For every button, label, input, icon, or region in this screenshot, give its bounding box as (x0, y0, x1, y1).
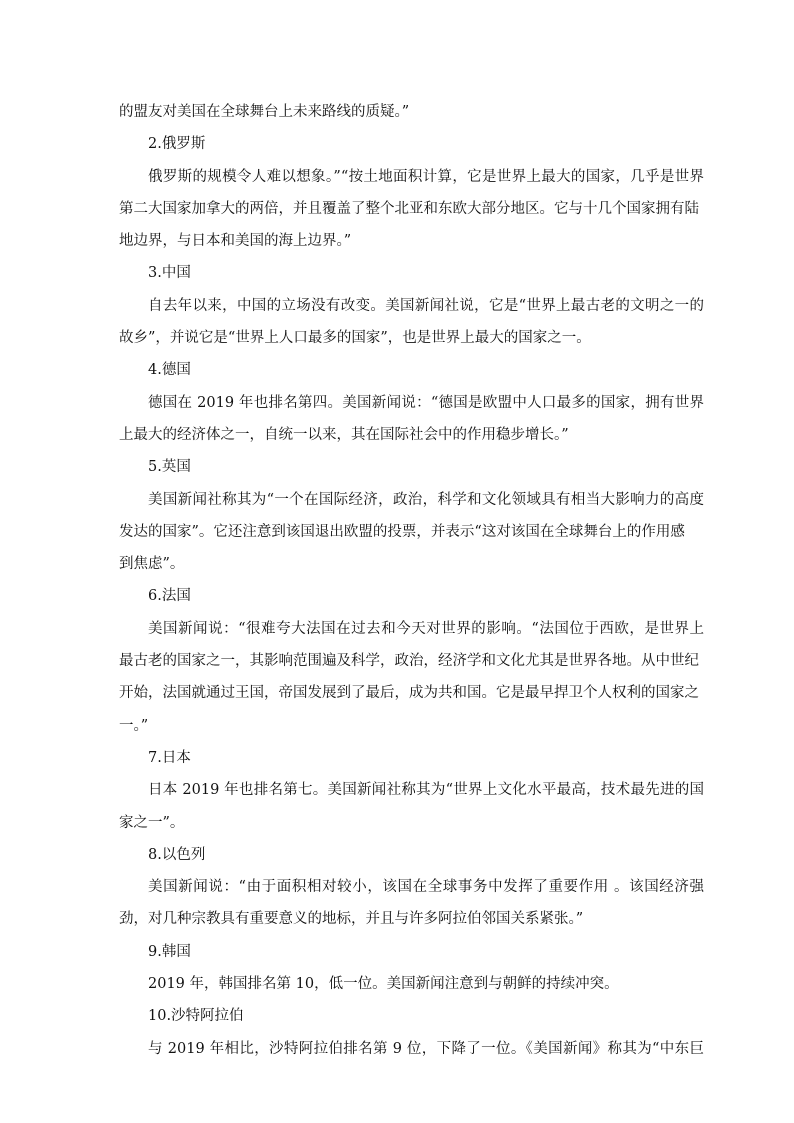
paragraph-line-korea-1: 2019 年，韩国排名第 10，低一位。美国新闻注意到与朝鲜的持续冲突。 (148, 976, 619, 993)
paragraph-line-france-3: 开始，法国就通过王国，帝国发展到了最后，成为共和国。它是最早捍卫个人权利的国家之 (119, 685, 699, 702)
document-page (119, 96, 704, 1065)
section-heading-china: 3.中国 (148, 265, 191, 282)
paragraph-line-france-2: 最古老的国家之一，其影响范围遍及科学，政治，经济学和文化尤其是世界各地。从中世纪 (119, 653, 699, 670)
paragraph-line-germany-2: 上最大的经济体之一，自统一以来，其在国际社会中的作用稳步增长。” (119, 426, 569, 443)
paragraph-line-russia-3: 地边界，与日本和美国的海上边界。” (119, 233, 352, 250)
section-heading-germany: 4.德国 (148, 362, 191, 379)
paragraph-line-uk-3: 到焦虑”。 (119, 556, 185, 573)
paragraph-line-france-1: 美国新闻说：“很难夸大法国在过去和今天对世界的影响。“法国位于西欧，是世界上 (148, 620, 704, 637)
paragraph-line-saudi-1: 与 2019 年相比，沙特阿拉伯排名第 9 位，下降了一位。《美国新闻》称其为“中东巨 (148, 1040, 704, 1057)
section-heading-saudi-arabia: 10.沙特阿拉伯 (148, 1008, 244, 1025)
paragraph-line-uk-2: 发达的国家”。它还注意到该国退出欧盟的投票，并表示“这对该国在全球舞台上的作用感 (119, 523, 685, 540)
paragraph-line-china-1: 自去年以来，中国的立场没有改变。美国新闻社说，它是“世界上最古老的文明之一的 (148, 297, 704, 314)
paragraph-line-uk-1: 美国新闻社称其为“一个在国际经济，政治，科学和文化领域具有相当大影响力的高度 (148, 491, 704, 508)
section-heading-japan: 7.日本 (148, 749, 191, 766)
text-line-1: 的盟友对美国在全球舞台上未来路线的质疑。” (119, 104, 410, 120)
paragraph-line-japan-2: 家之一”。 (119, 814, 185, 831)
section-heading-uk: 5.英国 (148, 459, 191, 476)
section-heading-korea: 9.韩国 (148, 943, 191, 960)
paragraph-line-china-2: 故乡”，并说它是“世界上人口最多的国家”，也是世界上最大的国家之一。 (119, 330, 591, 347)
paragraph-line-germany-1: 德国在 2019 年也排名第四。美国新闻说：“德国是欧盟中人口最多的国家，拥有世界 (148, 394, 704, 411)
paragraph-line-russia-1: 俄罗斯的规模令人难以想象。”“按土地面积计算，它是世界上最大的国家，几乎是世界 (148, 168, 704, 185)
paragraph-line-russia-2: 第二大国家加拿大的两倍，并且覆盖了整个北亚和东欧大部分地区。它与十几个国家拥有陆 (119, 200, 699, 217)
section-heading-france: 6.法国 (148, 588, 191, 605)
paragraph-line-france-4: 一。” (119, 717, 149, 734)
paragraph-line-japan-1: 日本 2019 年也排名第七。美国新闻社称其为“世界上文化水平最高，技术最先进的国 (148, 782, 704, 799)
section-heading-russia: 2.俄罗斯 (148, 136, 206, 153)
paragraph-line-israel-2: 劲，对几种宗教具有重要意义的地标，并且与许多阿拉伯邻国关系紧张。” (119, 911, 584, 928)
paragraph-line-israel-1: 美国新闻说：“由于面积相对较小，该国在全球事务中发挥了重要作用 。该国经济强 (148, 879, 704, 896)
section-heading-israel: 8.以色列 (148, 846, 206, 863)
